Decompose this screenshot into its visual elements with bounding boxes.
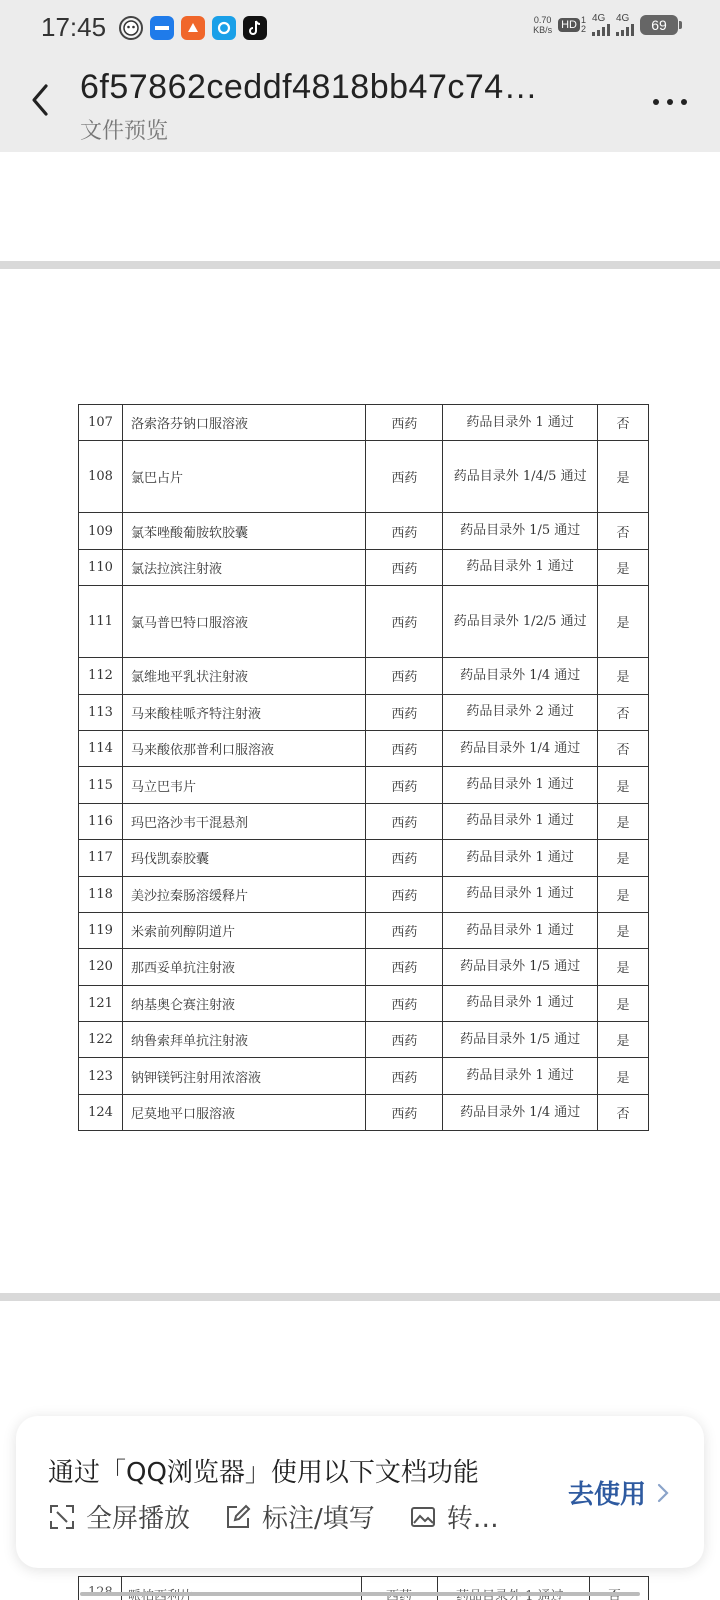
app-blue-icon	[150, 16, 174, 40]
flag-value: 是	[598, 767, 649, 803]
app-browser-icon	[212, 16, 236, 40]
drug-name: 氯法拉滨注射液	[122, 549, 365, 585]
drug-type: 西药	[366, 405, 443, 441]
scroll-indicator	[80, 1592, 640, 1596]
row-number: 109	[79, 513, 123, 549]
row-number: 114	[79, 730, 123, 766]
review-scope: 药品目录外 1 通过	[443, 840, 598, 876]
feature-convert[interactable]	[409, 1498, 499, 1535]
drug-type: 西药	[366, 441, 443, 513]
drug-list-table	[78, 404, 649, 1131]
table-row	[79, 912, 649, 948]
review-scope: 药品目录外 1/5 通过	[443, 949, 598, 985]
back-arrow-icon[interactable]	[24, 80, 60, 120]
file-title: 6f57862ceddf4818bb47c74…	[80, 68, 539, 106]
signal-2-label: 4G	[616, 13, 630, 24]
app-header	[0, 56, 720, 152]
hd-badge: HD	[558, 18, 580, 32]
review-scope: 药品目录外 1/2/5 通过	[443, 586, 598, 658]
row-number: 116	[79, 803, 123, 839]
image-icon	[409, 1503, 437, 1531]
table-row	[79, 549, 649, 585]
status-indicators	[533, 14, 678, 36]
feature-fullscreen[interactable]	[48, 1498, 190, 1535]
drug-name: 美沙拉秦肠溶缓释片	[122, 876, 365, 912]
drug-name: 玛巴洛沙韦干混悬剂	[122, 803, 365, 839]
drug-name: 那西妥单抗注射液	[122, 949, 365, 985]
fullscreen-icon	[48, 1503, 76, 1531]
flag-value: 否	[598, 405, 649, 441]
qq-face-icon	[119, 16, 143, 40]
drug-type: 西药	[366, 730, 443, 766]
drug-name: 氯巴占片	[122, 441, 365, 513]
row-number: 110	[79, 549, 123, 585]
row-number: 112	[79, 658, 123, 694]
drug-type: 西药	[366, 1022, 443, 1058]
qq-browser-promo-card[interactable]	[16, 1416, 704, 1568]
page-separator	[0, 1293, 720, 1301]
drug-type: 西药	[366, 549, 443, 585]
signal-1-label: 4G	[592, 13, 606, 24]
flag-value: 是	[598, 985, 649, 1021]
row-number: 122	[79, 1022, 123, 1058]
flag-value: 是	[598, 803, 649, 839]
drug-name: 纳鲁索拜单抗注射液	[122, 1022, 365, 1058]
drug-type: 西药	[366, 694, 443, 730]
flag-value: 否	[598, 694, 649, 730]
drug-name: 氯苯唑酸葡胺软胶囊	[122, 513, 365, 549]
drug-name: 马立巴韦片	[122, 767, 365, 803]
row-number: 124	[79, 1094, 123, 1130]
review-scope: 药品目录外 1/5 通过	[443, 513, 598, 549]
table-row	[79, 876, 649, 912]
drug-type: 西药	[366, 513, 443, 549]
drug-type: 西药	[366, 949, 443, 985]
feature-annotate-label: 标注/填写	[262, 1504, 375, 1534]
flag-value: 是	[598, 586, 649, 658]
review-scope: 药品目录外 1/4 通过	[443, 730, 598, 766]
flag-value: 是	[598, 912, 649, 948]
use-now-button[interactable]	[568, 1474, 670, 1511]
net-speed	[533, 15, 552, 35]
table-row	[79, 803, 649, 839]
edit-icon	[224, 1503, 252, 1531]
table-row	[79, 694, 649, 730]
flag-value: 是	[598, 949, 649, 985]
row-number: 121	[79, 985, 123, 1021]
flag-value: 否	[598, 730, 649, 766]
sim-top: 1	[580, 15, 586, 25]
review-scope: 药品目录外 1 通过	[443, 912, 598, 948]
drug-type: 西药	[366, 586, 443, 658]
drug-type: 西药	[366, 912, 443, 948]
review-scope: 药品目录外 1 通过	[443, 1058, 598, 1094]
status-time: 17:45	[41, 12, 107, 42]
drug-type: 西药	[366, 876, 443, 912]
sim-bottom: 2	[580, 24, 586, 34]
flag-value: 是	[598, 441, 649, 513]
row-number: 117	[79, 840, 123, 876]
review-scope: 药品目录外 1/4 通过	[443, 1094, 598, 1130]
table-row	[79, 1094, 649, 1130]
drug-type: 西药	[366, 985, 443, 1021]
flag-value: 是	[598, 549, 649, 585]
flag-value: 是	[598, 1022, 649, 1058]
net-speed-value: 0.70	[533, 15, 552, 25]
row-number: 107	[79, 405, 123, 441]
review-scope: 药品目录外 2 通过	[443, 694, 598, 730]
drug-type: 西药	[366, 803, 443, 839]
flag-value: 是	[598, 1058, 649, 1094]
file-subtitle: 文件预览	[80, 119, 169, 144]
drug-name: 米索前列醇阴道片	[122, 912, 365, 948]
row-number: 119	[79, 912, 123, 948]
table-row-partial	[78, 1576, 649, 1600]
row-number: 111	[79, 586, 123, 658]
review-scope: 药品目录外 1/4 通过	[443, 658, 598, 694]
table-row	[79, 840, 649, 876]
row-number: 108	[79, 441, 123, 513]
signal-2-icon	[616, 14, 634, 36]
drug-name: 马来酸桂哌齐特注射液	[122, 694, 365, 730]
review-scope: 药品目录外 1 通过	[443, 985, 598, 1021]
table-row	[79, 513, 649, 549]
drug-name: 马来酸依那普利口服溶液	[122, 730, 365, 766]
row-number: 118	[79, 876, 123, 912]
battery-icon: 69	[640, 15, 678, 35]
drug-type: 西药	[366, 1058, 443, 1094]
use-now-label: 去使用	[567, 1480, 646, 1510]
net-speed-unit: KB/s	[533, 25, 553, 35]
promo-features	[48, 1498, 499, 1535]
review-scope: 药品目录外 1 通过	[443, 549, 598, 585]
review-scope: 药品目录外 1 通过	[443, 803, 598, 839]
row-number: 123	[79, 1058, 123, 1094]
review-scope: 药品目录外 1/4/5 通过	[443, 441, 598, 513]
table-row	[79, 441, 649, 513]
drug-type: 西药	[366, 840, 443, 876]
signal-1-icon	[592, 14, 610, 36]
feature-convert-label: 转…	[446, 1504, 499, 1534]
feature-fullscreen-label: 全屏播放	[86, 1504, 191, 1534]
promo-title: 通过「QQ浏览器」使用以下文档功能	[48, 1458, 479, 1488]
table-row	[79, 985, 649, 1021]
notification-icons	[119, 16, 267, 40]
table-row	[79, 767, 649, 803]
status-bar	[0, 0, 720, 56]
flag-value: 是	[598, 876, 649, 912]
drug-name: 氯维地平乳状注射液	[122, 658, 365, 694]
flag-value: 否	[598, 513, 649, 549]
table-row	[79, 1058, 649, 1094]
row-number: 120	[79, 949, 123, 985]
table-row	[79, 730, 649, 766]
flag-value: 是	[598, 840, 649, 876]
drug-name: 氯马普巴特口服溶液	[122, 586, 365, 658]
review-scope: 药品目录外 1 通过	[443, 405, 598, 441]
chevron-right-icon	[656, 1482, 670, 1504]
drug-type: 西药	[366, 1094, 443, 1130]
drug-name: 洛索洛芬钠口服溶液	[122, 405, 365, 441]
table-row	[79, 658, 649, 694]
drug-type: 西药	[366, 658, 443, 694]
more-options-icon[interactable]	[650, 92, 690, 112]
feature-annotate[interactable]	[224, 1498, 375, 1535]
drug-name: 尼莫地平口服溶液	[122, 1094, 365, 1130]
page-separator	[0, 261, 720, 269]
review-scope: 药品目录外 1 通过	[443, 876, 598, 912]
drug-name: 纳基奥仑赛注射液	[122, 985, 365, 1021]
review-scope: 药品目录外 1/5 通过	[443, 1022, 598, 1058]
tiktok-icon	[243, 16, 267, 40]
app-orange-icon	[181, 16, 205, 40]
flag-value: 否	[598, 1094, 649, 1130]
flag-value: 是	[598, 658, 649, 694]
drug-name: 钠钾镁钙注射用浓溶液	[122, 1058, 365, 1094]
drug-type: 西药	[366, 767, 443, 803]
row-number: 113	[79, 694, 123, 730]
table-row	[79, 405, 649, 441]
drug-name: 玛伐凯泰胶囊	[122, 840, 365, 876]
review-scope: 药品目录外 1 通过	[443, 767, 598, 803]
row-number: 115	[79, 767, 123, 803]
table-row	[79, 586, 649, 658]
table-row	[79, 949, 649, 985]
table-row	[79, 1022, 649, 1058]
